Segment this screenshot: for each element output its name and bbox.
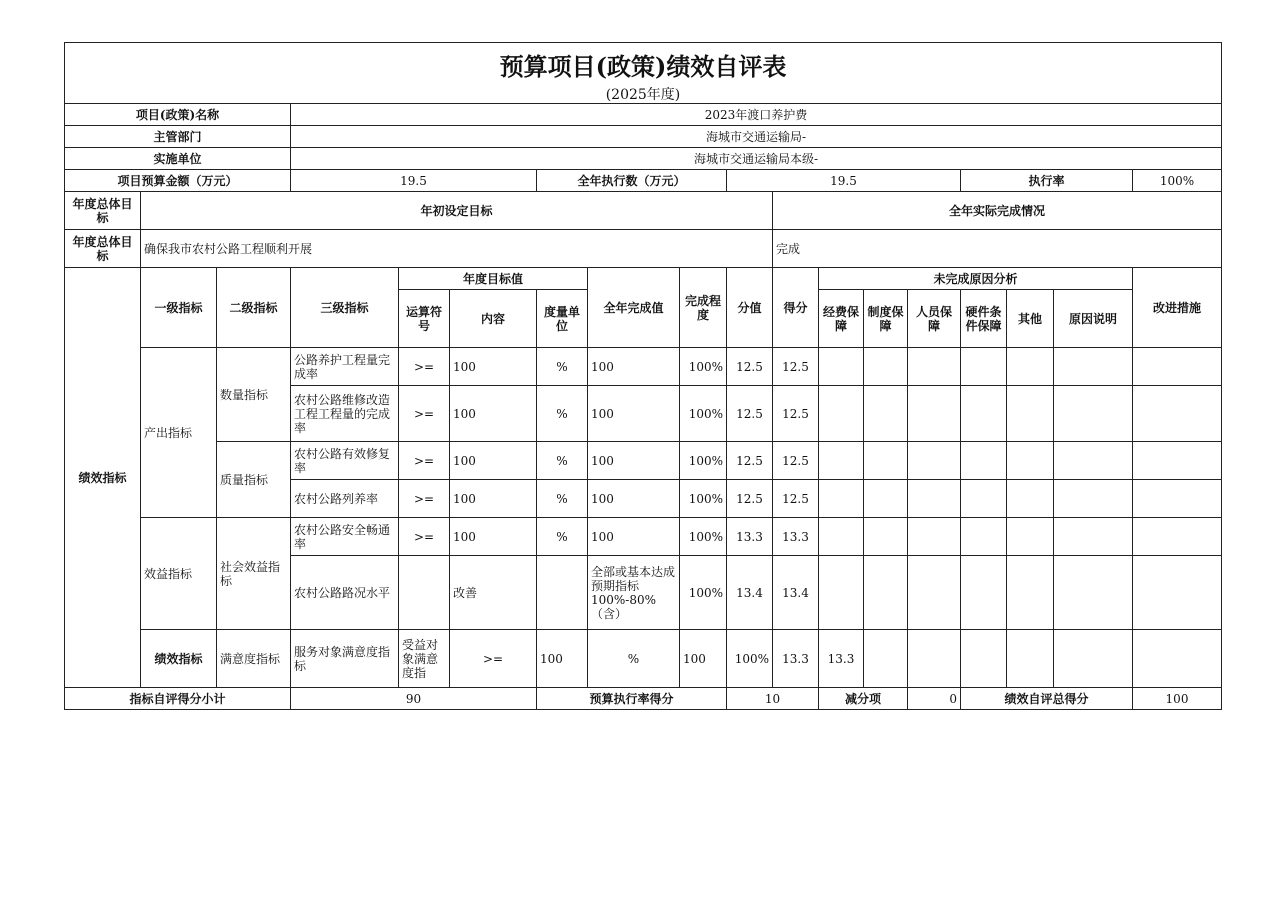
indicator-name: 农村公路安全畅通率 xyxy=(291,518,399,556)
indicator-operator: >= xyxy=(399,386,450,442)
quality-indicator-group: 质量指标 xyxy=(217,442,291,518)
indicator-content: 改善 xyxy=(450,556,537,630)
performance-self-evaluation-table xyxy=(64,42,1222,710)
indicator-score: 12.5 xyxy=(773,348,819,386)
indicator-actual: 100 xyxy=(588,348,680,386)
indicator-content: 100 xyxy=(537,630,588,688)
unit-header: 度量单位 xyxy=(537,290,588,348)
implementing-unit-value: 海城市交通运输局本级- xyxy=(291,148,1222,170)
indicator-name: 受益对象满意度指 xyxy=(399,630,450,688)
indicator-value: 12.5 xyxy=(727,348,773,386)
total-score-value: 100 xyxy=(1133,688,1222,710)
subtotal-label: 指标自评得分小计 xyxy=(65,688,291,710)
indicator-unit xyxy=(537,556,588,630)
satisfaction-indicator-group: 满意度指标 xyxy=(217,630,291,688)
reason-staff-header: 人员保障 xyxy=(908,290,961,348)
indicator-actual: 100 xyxy=(680,630,727,688)
indicator-actual: 100 xyxy=(588,480,680,518)
indicator-operator: >= xyxy=(399,518,450,556)
indicator-content: 100 xyxy=(450,442,537,480)
output-indicator-group: 产出指标 xyxy=(141,348,217,518)
budget-score-value: 10 xyxy=(727,688,819,710)
indicator-operator: >= xyxy=(399,348,450,386)
indicator-unit: % xyxy=(537,348,588,386)
actual-value-header: 全年完成值 xyxy=(588,268,680,348)
quantity-indicator-group: 数量指标 xyxy=(217,348,291,442)
indicator-value: 12.5 xyxy=(727,480,773,518)
indicator-score: 13.3 xyxy=(819,630,864,688)
budget-amount-label: 项目预算金额（万元） xyxy=(65,170,291,192)
performance-indicator-label-2: 绩效指标 xyxy=(141,630,217,688)
indicator-unit: % xyxy=(537,518,588,556)
indicator-content: 100 xyxy=(450,386,537,442)
reason-other-header: 其他 xyxy=(1007,290,1054,348)
indicator-score: 12.5 xyxy=(773,386,819,442)
indicator-unit: % xyxy=(588,630,680,688)
indicator-completion: 100% xyxy=(680,442,727,480)
indicator-actual: 全部或基本达成预期指标100%-80%（含） xyxy=(588,556,680,630)
deduction-label: 减分项 xyxy=(819,688,908,710)
indicator-completion: 100% xyxy=(680,480,727,518)
indicator-score: 13.4 xyxy=(773,556,819,630)
initial-goal-header: 年初设定目标 xyxy=(141,192,773,230)
project-name-label: 项目(政策)名称 xyxy=(65,104,291,126)
score-header: 得分 xyxy=(773,268,819,348)
indicator-operator: >= xyxy=(399,480,450,518)
actual-completion-header: 全年实际完成情况 xyxy=(773,192,1222,230)
execution-rate-value: 100% xyxy=(1133,170,1222,192)
project-name-value: 2023年渡口养护费 xyxy=(291,104,1222,126)
indicator-content: 100 xyxy=(450,518,537,556)
indicator-unit: % xyxy=(537,386,588,442)
reason-description-header: 原因说明 xyxy=(1054,290,1133,348)
budget-score-label: 预算执行率得分 xyxy=(537,688,727,710)
indicator-completion: 100% xyxy=(727,630,773,688)
reason-funding-header: 经费保障 xyxy=(819,290,864,348)
completion-header: 完成程度 xyxy=(680,268,727,348)
indicator-score: 12.5 xyxy=(773,442,819,480)
execution-amount-label: 全年执行数（万元） xyxy=(537,170,727,192)
indicator-name: 农村公路维修改造工程工程量的完成率 xyxy=(291,386,399,442)
title-cell xyxy=(65,43,1222,87)
department-value: 海城市交通运输局- xyxy=(291,126,1222,148)
indicator-completion: 100% xyxy=(680,518,727,556)
social-benefit-indicator-group: 社会效益指标 xyxy=(217,518,291,630)
level2-header: 二级指标 xyxy=(217,268,291,348)
score-value-header: 分值 xyxy=(727,268,773,348)
subtitle-cell xyxy=(65,87,1222,104)
indicator-name: 农村公路有效修复率 xyxy=(291,442,399,480)
page-title: 预算项目(政策)绩效自评表 xyxy=(499,51,787,81)
reason-system-header: 制度保障 xyxy=(864,290,908,348)
indicator-actual: 100 xyxy=(588,386,680,442)
annual-goal-label: 年度总体目标 xyxy=(65,230,141,268)
annual-goal-label: 年度总体目标 xyxy=(65,192,141,230)
implementing-unit-label: 实施单位 xyxy=(65,148,291,170)
annual-target-header: 年度目标值 xyxy=(399,268,588,290)
indicator-name: 农村公路列养率 xyxy=(291,480,399,518)
indicator-value: 12.5 xyxy=(727,386,773,442)
deduction-value: 0 xyxy=(908,688,961,710)
execution-amount-value: 19.5 xyxy=(727,170,961,192)
reason-hardware-header: 硬件条件保障 xyxy=(961,290,1007,348)
operator-header: 运算符号 xyxy=(399,290,450,348)
reason-analysis-header: 未完成原因分析 xyxy=(819,268,1133,290)
service-satisfaction-indicator-group: 服务对象满意度指标 xyxy=(291,630,399,688)
indicator-completion: 100% xyxy=(680,386,727,442)
level3-header: 三级指标 xyxy=(291,268,399,348)
indicator-unit: % xyxy=(537,480,588,518)
indicator-actual: 100 xyxy=(588,518,680,556)
indicator-content: 100 xyxy=(450,348,537,386)
indicator-value: 13.4 xyxy=(727,556,773,630)
indicator-operator: >= xyxy=(450,630,537,688)
improvement-header: 改进措施 xyxy=(1133,268,1222,348)
budget-amount-value: 19.5 xyxy=(291,170,537,192)
indicator-completion: 100% xyxy=(680,556,727,630)
indicator-value: 12.5 xyxy=(727,442,773,480)
subtotal-value: 90 xyxy=(291,688,537,710)
indicator-operator xyxy=(399,556,450,630)
indicator-unit: % xyxy=(537,442,588,480)
content-header: 内容 xyxy=(450,290,537,348)
total-score-label: 绩效自评总得分 xyxy=(961,688,1133,710)
benefit-indicator-group: 效益指标 xyxy=(141,518,217,630)
indicator-value: 13.3 xyxy=(727,518,773,556)
indicator-score: 12.5 xyxy=(773,480,819,518)
indicator-completion: 100% xyxy=(680,348,727,386)
department-label: 主管部门 xyxy=(65,126,291,148)
indicator-content: 100 xyxy=(450,480,537,518)
indicator-value: 13.3 xyxy=(773,630,819,688)
execution-rate-label: 执行率 xyxy=(961,170,1133,192)
indicator-name: 农村公路路况水平 xyxy=(291,556,399,630)
indicator-name: 公路养护工程量完成率 xyxy=(291,348,399,386)
indicator-score: 13.3 xyxy=(773,518,819,556)
indicator-operator: >= xyxy=(399,442,450,480)
page-subtitle: (2025年度) xyxy=(605,86,681,103)
indicator-actual: 100 xyxy=(588,442,680,480)
performance-indicator-label: 绩效指标 xyxy=(65,268,141,688)
level1-header: 一级指标 xyxy=(141,268,217,348)
initial-goal-text: 确保我市农村公路工程顺利开展 xyxy=(141,230,773,268)
actual-completion-text: 完成 xyxy=(773,230,1222,268)
